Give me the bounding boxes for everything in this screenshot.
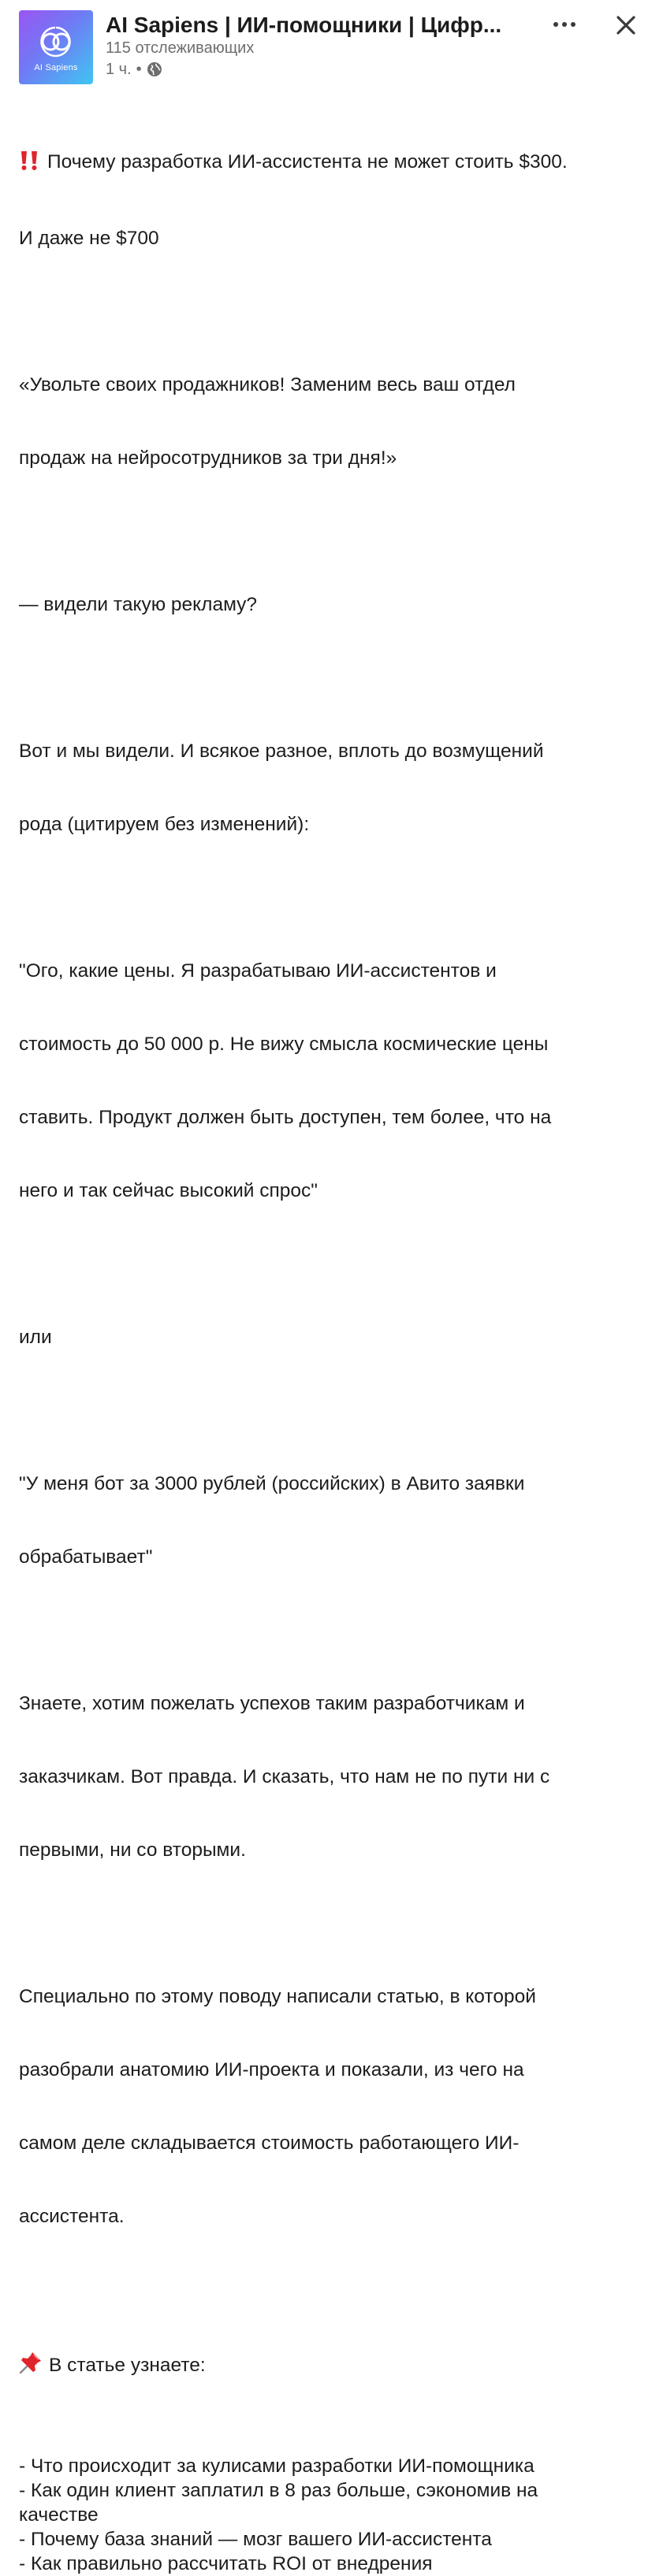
paragraph: «Увольте своих продажников! Заменим весь ваш отдел продаж на нейросотрудников за три дня!» — [19, 374, 516, 469]
followers-count: 115 отслеживающих — [106, 39, 255, 57]
list-item: - Что происходит за кулисами разработки ИИ-помощника — [19, 2455, 534, 2477]
headline-line-2: И даже не $700 — [19, 228, 159, 249]
post-time: 1 ч. — [106, 60, 132, 78]
paragraph: Знаете, хотим пожелать успехов таким разработчикам и заказчикам. Вот правда. И сказать, что нам не по пути ни с первыми, ни со вторыми. — [19, 1693, 550, 1861]
meta-separator: • — [136, 60, 142, 78]
logo-mark-icon — [19, 10, 93, 84]
list-item: - Как один клиент заплатил в 8 раз больше, сэкономив на — [19, 2480, 538, 2501]
globe-icon — [147, 61, 162, 77]
quote-paragraph: "Ого, какие цены. Я разрабатываю ИИ-ассистентов и стоимость до 50 000 р. Не вижу смысла космические цены ставить. Продукт должен быть доступен, тем более, что на него и так сейчас высокий спрос" — [19, 960, 552, 1201]
list-item: - Почему база знаний — мозг вашего ИИ-ассистента — [19, 2529, 492, 2550]
channel-avatar[interactable] — [19, 10, 93, 84]
post-header — [0, 0, 663, 93]
quote-paragraph: "У меня бот за 3000 рублей (российских) в Авито заявки обрабатывает" — [19, 1473, 525, 1568]
logo-text: AI Sapiens — [34, 63, 78, 72]
paragraph: или — [19, 1327, 52, 1348]
double-exclamation-icon — [19, 150, 41, 177]
pushpin-icon — [19, 2351, 43, 2381]
topics-list — [19, 2454, 650, 2576]
more-horizontal-icon — [553, 21, 576, 28]
list-item: качестве — [19, 2504, 99, 2526]
paragraph: — видели такую рекламу? — [19, 594, 258, 615]
learn-heading — [19, 2302, 650, 2429]
close-icon — [616, 15, 636, 35]
post-meta — [106, 60, 162, 79]
channel-title[interactable]: AI Sapiens | ИИ-помощники | Цифр... — [106, 13, 502, 37]
post-body — [19, 101, 650, 2576]
headline-line-1: Почему разработка ИИ-ассистента не может стоить $300. — [47, 151, 568, 173]
post-headline — [19, 101, 650, 299]
paragraph: Специально по этому поводу написали статью, в которой разобрали анатомию ИИ-проекта и показали, из чего на самом деле складывается стоимость работающего ИИ- ассистента. — [19, 1986, 536, 2227]
learn-heading-text: В статье узнаете: — [49, 2355, 206, 2376]
list-item: - Как правильно рассчитать ROI от внедрения — [19, 2553, 433, 2574]
paragraph: Вот и мы видели. И всякое разное, вплоть до возмущений рода (цитируем без изменений): — [19, 741, 544, 835]
more-options-button[interactable] — [547, 11, 582, 38]
close-button[interactable] — [609, 8, 643, 43]
